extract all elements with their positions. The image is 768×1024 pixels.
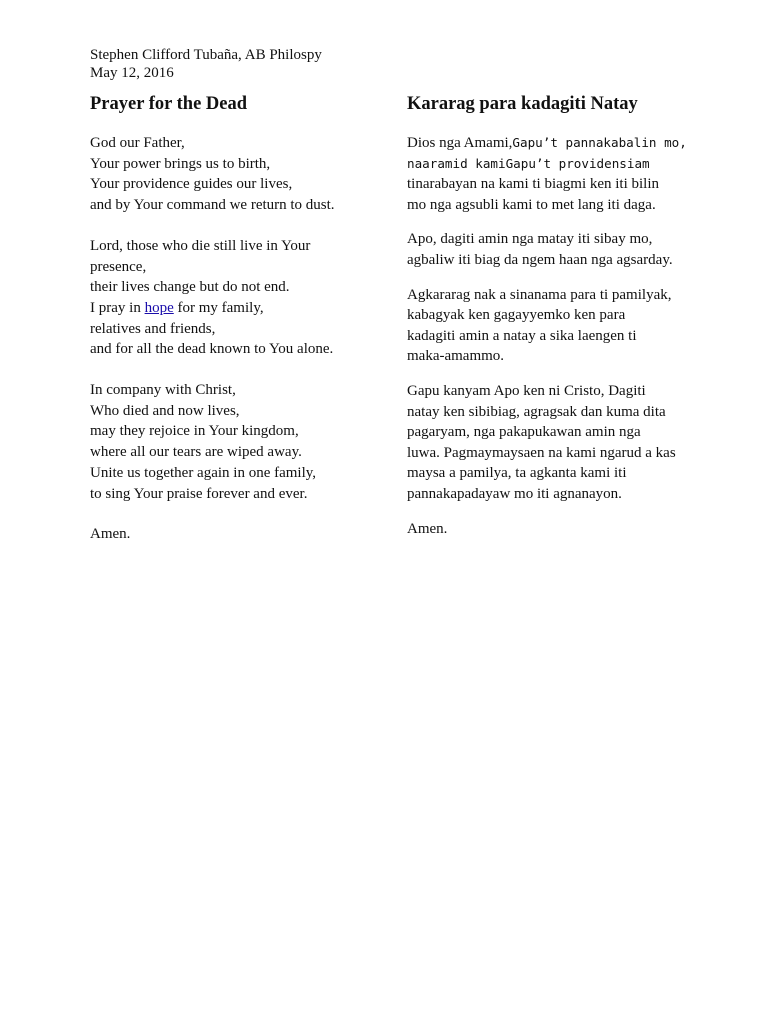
para-text: Dios nga Amami, xyxy=(407,135,513,151)
para-text-mono: Gapu’t pannakabalin mo, xyxy=(512,135,687,150)
english-stanza-1 xyxy=(90,133,380,216)
author-line: Stephen Clifford Tubaña, AB Philospy xyxy=(90,47,322,63)
english-column xyxy=(90,92,380,565)
ilocano-paragraph-3 xyxy=(407,285,692,367)
verse-text: for my family, xyxy=(173,299,264,316)
verse-line: Unite us together again in one family, xyxy=(90,464,317,481)
ilocano-amen: Amen. xyxy=(407,520,448,537)
ilocano-title: Kararag para kadagiti Natay xyxy=(407,94,638,114)
ilocano-column xyxy=(407,92,692,553)
para-line xyxy=(407,133,692,154)
verse-line: and by Your command we return to dust. xyxy=(90,197,335,214)
verse-line: Who died and now lives, xyxy=(90,402,240,419)
para-line: maka-amammo. xyxy=(407,348,505,365)
verse-line: their lives change but do not end. xyxy=(90,279,290,296)
para-line: pagaryam, nga pakapukawan amin nga xyxy=(407,424,641,441)
verse-line: relatives and friends, xyxy=(90,320,216,337)
para-line: mo nga agsubli kami to met lang iti daga. xyxy=(407,196,656,213)
verse-line: Your providence guides our lives, xyxy=(90,176,293,193)
ilocano-paragraph-2 xyxy=(407,229,692,270)
ilocano-paragraph-4 xyxy=(407,381,692,505)
para-line: kadagiti amin a natay a sika laengen ti xyxy=(407,327,637,344)
verse-line: where all our tears are wiped away. xyxy=(90,444,302,461)
para-line: luwa. Pagmaymaysaen na kami ngarud a kas xyxy=(407,444,676,461)
para-line: Apo, dagiti amin nga matay iti sibay mo, xyxy=(407,231,653,248)
verse-text: I pray in xyxy=(90,299,145,316)
english-title: Prayer for the Dead xyxy=(90,94,248,114)
para-line: maysa a pamilya, ta agkanta kami iti xyxy=(407,465,627,482)
verse-line xyxy=(90,298,380,319)
document-header xyxy=(90,46,322,82)
para-line-mono: naaramid kamiGapu’t providensiam xyxy=(407,155,650,171)
english-amen: Amen. xyxy=(90,526,131,543)
verse-line: and for all the dead known to You alone. xyxy=(90,341,334,358)
verse-line: Lord, those who die still live in Your xyxy=(90,237,311,254)
para-line: tinarabayan na kami ti biagmi ken iti bilin xyxy=(407,176,660,193)
verse-line: may they rejoice in Your kingdom, xyxy=(90,423,299,440)
para-line: Agkararag nak a sinanama para ti pamilyak, xyxy=(407,286,672,303)
english-stanza-2 xyxy=(90,236,380,360)
verse-line: to sing Your praise forever and ever. xyxy=(90,485,308,502)
date-line: May 12, 2016 xyxy=(90,65,174,81)
para-line: kabagyak ken gagayyemko ken para xyxy=(407,307,626,324)
para-line: pannakapadayaw mo iti agnanayon. xyxy=(407,485,622,502)
verse-line: In company with Christ, xyxy=(90,382,236,399)
para-line: agbaliw iti biag da ngem haan nga agsarday. xyxy=(407,251,673,268)
verse-line: God our Father, xyxy=(90,135,185,151)
hope-link[interactable]: hope xyxy=(144,299,174,316)
verse-line: presence, xyxy=(90,258,147,275)
ilocano-paragraph-1 xyxy=(407,133,692,215)
para-line: Gapu kanyam Apo ken ni Cristo, Dagiti xyxy=(407,382,646,399)
verse-line: Your power brings us to birth, xyxy=(90,155,271,172)
para-line: natay ken sibibiag, agragsak dan kuma dita xyxy=(407,403,666,420)
english-stanza-3 xyxy=(90,380,380,504)
